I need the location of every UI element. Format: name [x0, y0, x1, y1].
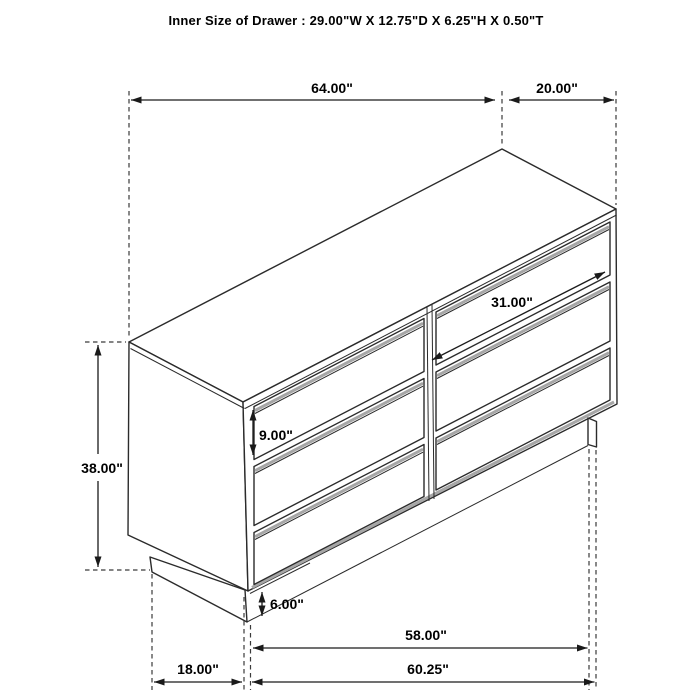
dimension-base-height: [262, 592, 304, 616]
dimension-top-depth-label: 20.00": [536, 80, 578, 96]
dimension-overall-height-label: 38.00": [81, 460, 123, 476]
dimension-base-width-label: 58.00": [405, 627, 447, 643]
dresser-illustration: [128, 149, 617, 622]
dimension-overall-bottom-width-label: 60.25": [407, 661, 449, 677]
dimension-overall-height: [81, 345, 123, 567]
dimension-base-height-label: 6.00": [270, 596, 304, 612]
dimension-base-depth-label: 18.00": [177, 661, 219, 677]
dimension-top-depth: [509, 80, 614, 100]
dimension-base-width: [253, 627, 588, 648]
page-title: Inner Size of Drawer : 29.00"W X 12.75"D X 6.25"H X 0.50"T: [168, 13, 544, 28]
dimension-overall-bottom-width: [252, 661, 595, 682]
dimension-drawer-front-height-label: 9.00": [259, 427, 293, 443]
dimension-drawer-width-label: 31.00": [491, 294, 533, 310]
dimension-top-width-label: 64.00": [311, 80, 353, 96]
base-right-leg: [588, 418, 597, 447]
dimension-top-width: [131, 80, 495, 100]
dimension-base-depth: [154, 661, 242, 682]
